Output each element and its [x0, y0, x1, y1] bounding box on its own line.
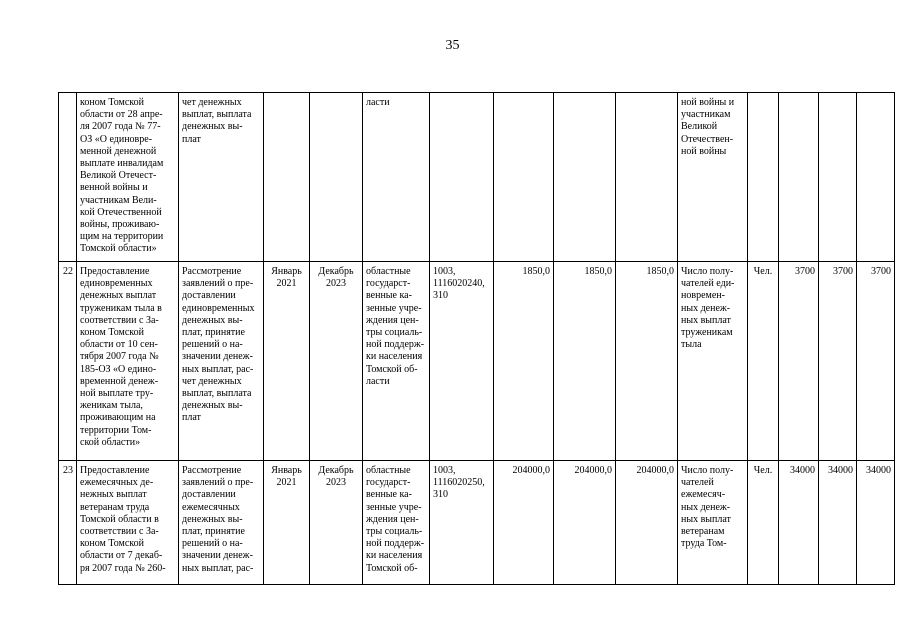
indicator-cell: Число полу- чателей ежемесяч- ных денеж- ных выплат ветеранам труда Том- [678, 461, 748, 585]
start-date-cell [264, 93, 310, 262]
unit-cell: Чел. [748, 262, 779, 461]
budget-code-cell: 1003, 1116020240, 310 [430, 262, 494, 461]
indicator-year2-cell [819, 93, 857, 262]
budget-code-cell: 1003, 1116020250, 310 [430, 461, 494, 585]
action-cell: чет денежных выплат, выплата денежных вы- плат [179, 93, 264, 262]
unit-cell [748, 93, 779, 262]
table-row [59, 262, 895, 461]
funding-year3-cell: 204000,0 [616, 461, 678, 585]
row-number-cell [59, 93, 77, 262]
funding-year2-cell [554, 93, 616, 262]
indicator-cell: ной войны и участникам Великой Отечествен- ной войны [678, 93, 748, 262]
indicator-cell: Число полу- чателей еди- новремен- ных денеж- ных выплат труженикам тыла [678, 262, 748, 461]
funding-year2-cell: 204000,0 [554, 461, 616, 585]
funding-year3-cell [616, 93, 678, 262]
unit-cell: Чел. [748, 461, 779, 585]
indicator-year2-cell: 3700 [819, 262, 857, 461]
page-number: 35 [445, 38, 460, 53]
indicator-year1-cell: 3700 [779, 262, 819, 461]
funding-year3-cell: 1850,0 [616, 262, 678, 461]
funding-year2-cell: 1850,0 [554, 262, 616, 461]
row-number-cell: 23 [59, 461, 77, 585]
indicator-year2-cell: 34000 [819, 461, 857, 585]
executor-cell: ласти [363, 93, 430, 262]
indicator-year3-cell [857, 93, 895, 262]
end-date-cell [310, 93, 363, 262]
start-date-cell: Январь 2021 [264, 262, 310, 461]
funding-year1-cell: 1850,0 [494, 262, 554, 461]
indicator-year3-cell: 34000 [857, 461, 895, 585]
program-table [58, 92, 895, 585]
funding-year1-cell: 204000,0 [494, 461, 554, 585]
indicator-year1-cell: 34000 [779, 461, 819, 585]
start-date-cell: Январь 2021 [264, 461, 310, 585]
table-row [59, 93, 895, 262]
indicator-year1-cell [779, 93, 819, 262]
executor-cell: областные государст- венные ка- зенные учре- ждения цен- тры социаль- ной поддерж- ки населения Томской об- ласти [363, 262, 430, 461]
funding-year1-cell [494, 93, 554, 262]
indicator-year3-cell: 3700 [857, 262, 895, 461]
table-row [59, 461, 895, 585]
measure-name-cell: Предоставление единовременных денежных выплат труженикам тыла в соответствии с За- коном Томской области от 10 сен- тября 2007 года № 185-ОЗ «О едино- временной денеж- ной выплате тру- женикам тыла, проживающим на территории Том- ской области» [77, 262, 179, 461]
action-cell: Рассмотрение заявлений о пре- доставлении ежемесячных денежных вы- плат, принятие решений о на- значении денеж- ных выплат, рас- [179, 461, 264, 585]
budget-code-cell [430, 93, 494, 262]
measure-name-cell: коном Томской области от 28 апре- ля 2007 года № 77- ОЗ «О единовре- менной денежной выплате инвалидам Великой Отечест- венной войны и участникам Вели- кой Отечественной войны, проживаю- щим на территории Томской области» [77, 93, 179, 262]
end-date-cell: Декабрь 2023 [310, 262, 363, 461]
measure-name-cell: Предоставление ежемесячных де- нежных выплат ветеранам труда Томской области в соответствии с За- коном Томской области от 7 декаб- ря 2007 года № 260- [77, 461, 179, 585]
end-date-cell: Декабрь 2023 [310, 461, 363, 585]
row-number-cell: 22 [59, 262, 77, 461]
action-cell: Рассмотрение заявлений о пре- доставлении единовременных денежных вы- плат, принятие решений о на- значении денеж- ных выплат, рас- чет денежных выплат, выплата денежных вы- плат [179, 262, 264, 461]
executor-cell: областные государст- венные ка- зенные учре- ждения цен- тры социаль- ной поддерж- ки населения Томской об- [363, 461, 430, 585]
